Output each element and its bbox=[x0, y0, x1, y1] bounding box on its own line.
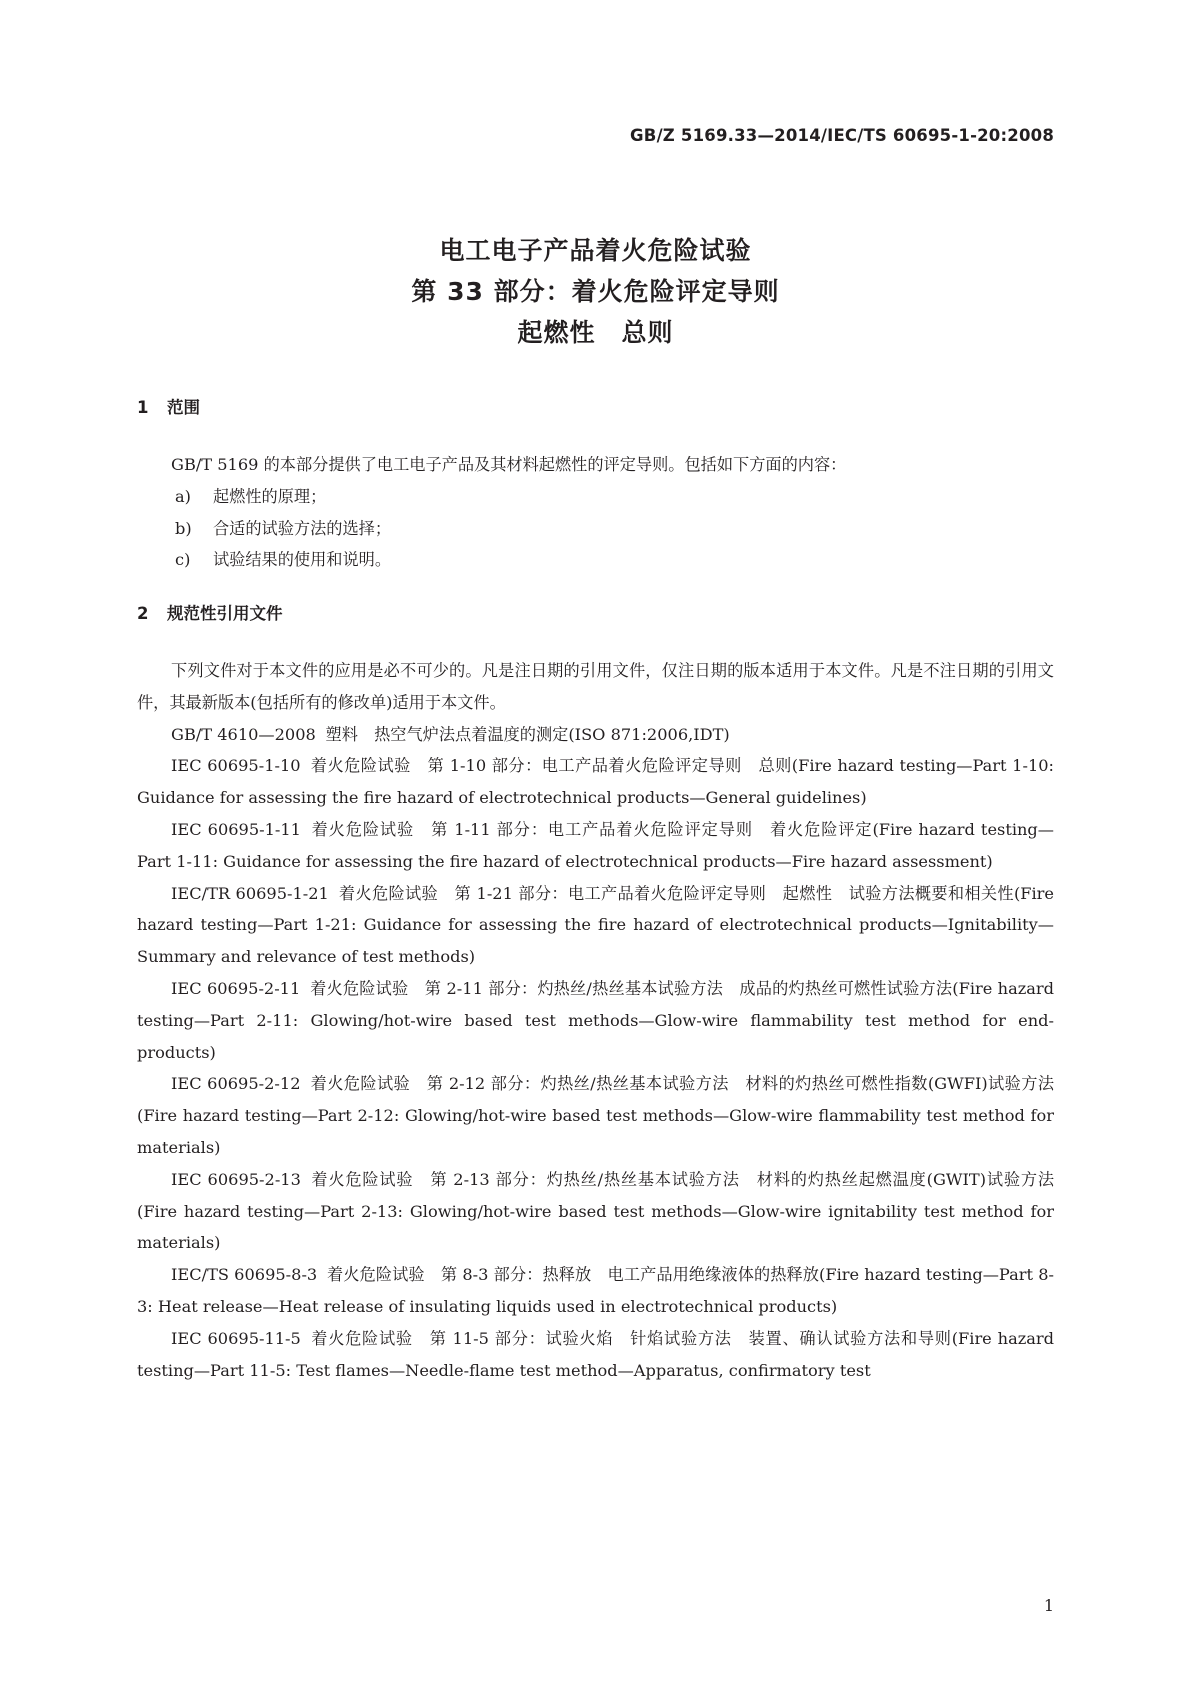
reference-text: 着火危险试验 第 1-10 部分：电工产品着火危险评定导则 总则(Fire hazard testing—Part 1-10: Guidance for assessing the fire hazard of electrotechnical products—General guidelines) bbox=[137, 756, 1054, 808]
section-2-heading bbox=[137, 600, 283, 624]
reference-entry bbox=[137, 973, 1054, 1068]
list-item-a bbox=[137, 481, 1054, 513]
reference-code: IEC 60695-1-10 bbox=[171, 756, 301, 776]
reference-text: 着火危险试验 第 2-12 部分：灼热丝/热丝基本试验方法 材料的灼热丝可燃性指数(GWFI)试验方法(Fire hazard testing—Part 2-12: Glowing/hot-wire based test methods—Glow-wire flammability test method for materials) bbox=[137, 1074, 1055, 1157]
list-text-b: 合适的试验方法的选择； bbox=[213, 518, 392, 538]
document-title bbox=[0, 230, 1191, 353]
page-number: 1 bbox=[1043, 1596, 1054, 1615]
list-text-c: 试验结果的使用和说明。 bbox=[213, 550, 392, 570]
reference-entry bbox=[137, 1259, 1054, 1323]
reference-code: IEC/TR 60695-1-21 bbox=[171, 883, 329, 903]
reference-code: GB/T 4610—2008 bbox=[171, 724, 316, 744]
title-line-1: 电工电子产品着火危险试验 bbox=[439, 236, 752, 265]
reference-entry bbox=[137, 750, 1054, 814]
reference-code: IEC 60695-2-13 bbox=[171, 1169, 301, 1189]
section-1-body bbox=[137, 449, 1054, 576]
section-1-intro: GB/T 5169 的本部分提供了电工电子产品及其材料起燃性的评定导则。包括如下方面的内容： bbox=[171, 455, 847, 474]
reference-entry bbox=[137, 878, 1054, 973]
title-line-3: 起燃性 总则 bbox=[517, 318, 674, 347]
section-1-title: 范围 bbox=[167, 398, 200, 417]
list-label-b: b) bbox=[175, 518, 192, 538]
section-1-heading bbox=[137, 394, 200, 418]
list-item-b bbox=[137, 513, 1054, 545]
section-1-number: 1 bbox=[137, 398, 149, 417]
reference-text: 着火危险试验 第 1-11 部分：电工产品着火危险评定导则 着火危险评定(Fire hazard testing—Part 1-11: Guidance for assessing the fire hazard of electrotechnical products—Fire hazard assessment) bbox=[137, 819, 1054, 871]
reference-text: 着火危险试验 第 2-13 部分：灼热丝/热丝基本试验方法 材料的灼热丝起燃温度(GWIT)试验方法(Fire hazard testing—Part 2-13: Glowing/hot-wire based test methods—Glow-wire ignitability test method for materials) bbox=[137, 1169, 1055, 1253]
reference-text: 着火危险试验 第 11-5 部分：试验火焰 针焰试验方法 装置、确认试验方法和导则(Fire hazard testing—Part 11-5: Test flames—Needle-flame test method—Apparatus, confirmatory test bbox=[137, 1328, 1054, 1380]
reference-entry bbox=[137, 1164, 1054, 1259]
section-2-intro: 下列文件对于本文件的应用是必不可少的。凡是注日期的引用文件，仅注日期的版本适用于本文件。凡是不注日期的引用文件，其最新版本(包括所有的修改单)适用于本文件。 bbox=[137, 661, 1054, 712]
standard-code: GB/Z 5169.33—2014/IEC/TS 60695-1-20:2008 bbox=[630, 126, 1054, 145]
reference-code: IEC 60695-2-11 bbox=[171, 978, 301, 998]
reference-code: IEC 60695-1-11 bbox=[171, 819, 301, 839]
reference-code: IEC 60695-11-5 bbox=[171, 1328, 301, 1348]
reference-text: 着火危险试验 第 8-3 部分：热释放 电工产品用绝缘液体的热释放(Fire hazard testing—Part 8-3: Heat release—Heat release of insulating liquids used in electrotechnical products) bbox=[137, 1265, 1054, 1316]
section-2-body bbox=[137, 655, 1054, 1386]
title-line-2: 第 33 部分：着火危险评定导则 bbox=[411, 277, 780, 306]
reference-entry bbox=[137, 814, 1054, 878]
section-2-title: 规范性引用文件 bbox=[167, 604, 283, 623]
reference-text: 着火危险试验 第 1-21 部分：电工产品着火危险评定导则 起燃性 试验方法概要和相关性(Fire hazard testing—Part 1-21: Guidance for assessing the fire hazard of electrotechnical products—Ignitability—Summary and relevance of test methods) bbox=[137, 883, 1054, 967]
list-label-a: a) bbox=[175, 486, 191, 506]
reference-text: 塑料 热空气炉法点着温度的测定(ISO 871:2006,IDT) bbox=[325, 724, 730, 744]
reference-entry bbox=[137, 719, 1054, 751]
reference-code: IEC 60695-2-12 bbox=[171, 1074, 301, 1094]
section-2-number: 2 bbox=[137, 604, 149, 623]
list-label-c: c) bbox=[175, 550, 191, 570]
reference-entry bbox=[137, 1323, 1054, 1387]
reference-text: 着火危险试验 第 2-11 部分：灼热丝/热丝基本试验方法 成品的灼热丝可燃性试验方法(Fire hazard testing—Part 2-11: Glowing/hot-wire based test methods—Glow-wire flammability test method for end-products) bbox=[137, 978, 1054, 1062]
reference-code: IEC/TS 60695-8-3 bbox=[171, 1265, 318, 1285]
list-item-c bbox=[137, 544, 1054, 576]
list-text-a: 起燃性的原理； bbox=[213, 486, 327, 506]
reference-entry bbox=[137, 1068, 1054, 1163]
